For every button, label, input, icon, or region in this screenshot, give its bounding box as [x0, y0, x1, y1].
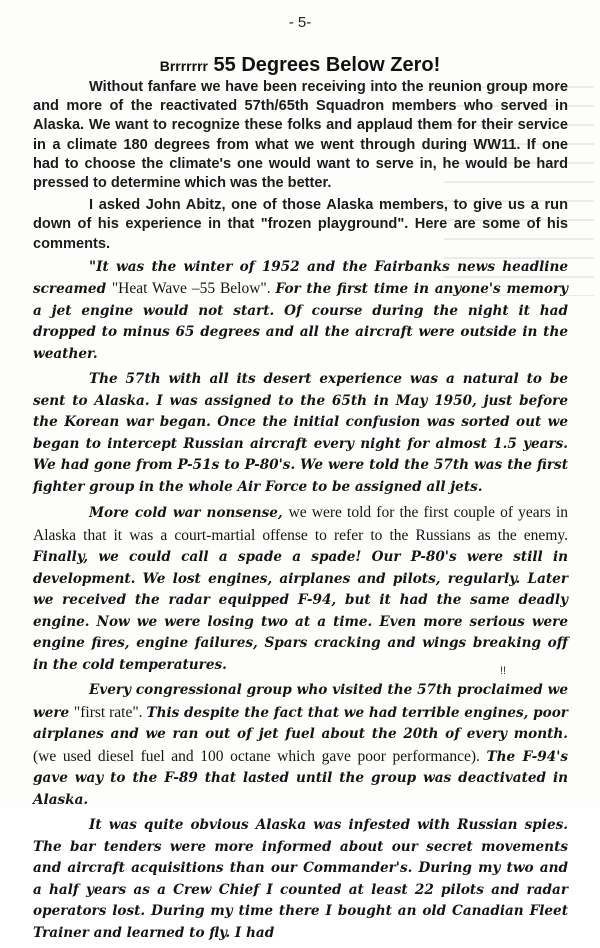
- quote-paragraph-1: [33, 257, 568, 366]
- title-rest: 55 Degrees Below Zero!: [213, 54, 441, 76]
- article-title: [0, 54, 600, 77]
- quote-paragraph-3: [33, 502, 568, 676]
- quote-p1-a: "It was the winter of 1952 and the Fairbanks news headline screamed: [33, 258, 568, 298]
- quote-p1-headline: "Heat Wave –55 Below".: [111, 280, 276, 298]
- intro-paragraph-2: I asked John Abitz, one of those Alaska members, to give us a run down of his experience in that "frozen playground". Here are some of his comments.: [33, 197, 568, 252]
- stray-mark: !!: [500, 665, 507, 677]
- quote-p4-b: "first rate".: [73, 703, 147, 721]
- intro-paragraph-1: Without fanfare we have been receiving into the reunion group more and more of the reactivated 57th/65th Squadron members who served in Alaska. We want to recognize these folks and applaud them for their service in a climate 180 degrees from what we went through during WW11. If one had to choose the climate's one would want to serve in, he would be hard pressed to determine which was the better.: [33, 79, 568, 192]
- quote-p3-c: Finally, we could call a spade a spade! Our P-80's were still in development. We lost engines, airplanes and pilots, regularly. Later we received the radar equipped F-94, but it had the same deadly engine. Now we were losing two at a time. Even more serious were engine fires, engine failures, Spars cracking and wings breaking off in the cold temperatures.: [33, 549, 568, 673]
- quote-p1-c: For the first time in anyone's memory a jet engine would not start. Of course during the night it had dropped to minus 65 degrees and all the aircraft were outside in the weather.: [33, 281, 568, 362]
- quote-p3-b: we were told for the first couple of years in Alaska that it was a court-martial offense to refer to the Russians as the enemy.: [33, 504, 569, 544]
- title-lead: Brrrrrrr: [159, 58, 208, 74]
- quote-p4-e: The F-94's gave way to the F-89 that lasted until the group was deactivated in Alaska.: [33, 748, 569, 808]
- quote-p4-a: Every congressional group who visited the 57th proclaimed we were: [33, 682, 568, 721]
- page-number: - 5-: [288, 14, 312, 31]
- quote-paragraph-4: [33, 680, 568, 811]
- quote-p4-d: (we used diesel fuel and 100 octane which gave poor performance).: [33, 747, 487, 765]
- quote-paragraph-2: The 57th with all its desert experience was a natural to be sent to Alaska. I was assigned to the 65th in May 1950, just before the Korean war began. Once the initial confusion was sorted out we began to intercept Russian aircraft every night for almost 1.5 years. We had gone from P-51s to P-80's. We were told the 57th was the first fighter group in the whole Air Force to be assigned all jets.: [33, 371, 568, 495]
- quote-p3-a: More cold war nonsense,: [89, 505, 289, 522]
- article-body: [33, 78, 568, 948]
- quote-p4-c: This despite the fact that we had terrible engines, poor airplanes and we ran out of jet fuel about the 20th of every month.: [33, 704, 568, 743]
- quote-paragraph-5: It was quite obvious Alaska was infested with Russian spies. The bar tenders were more informed about our secret movements and aircraft acquisitions than our Commander's. During my two and a half years as a Crew Chief I counted at least 22 pilots and radar operators lost. During my time there I bought an old Canadian Fleet Trainer and learned to fly. I had: [33, 817, 568, 941]
